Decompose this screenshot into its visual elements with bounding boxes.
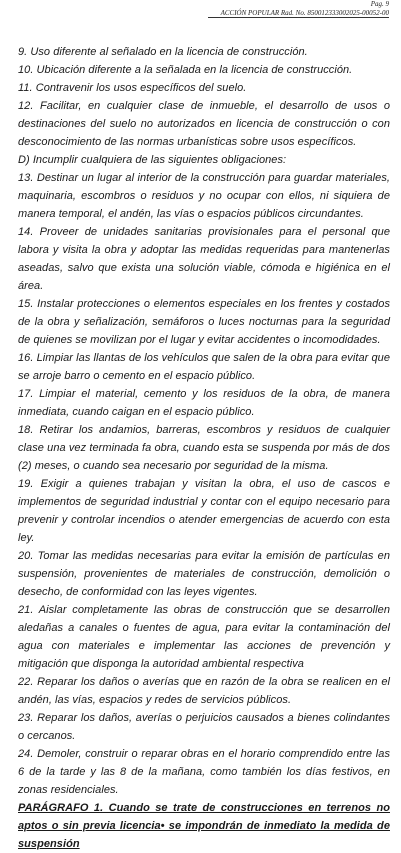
item-23: 23. Reparar los daños, averías o perjuicios causados a bienes colindantes o cercanos.	[18, 712, 390, 742]
item-21: 21. Aislar completamente las obras de construcción que se desarrollen aledañas a canales o fuentes de agua, para evitar la contaminación del agua con materiales e implementar las acciones de prevención y mitigación que disponga la autoridad ambiental respectiva	[18, 604, 390, 670]
item-13: 13. Destinar un lugar al interior de la construcción para guardar materiales, maquinaria, escombros o residuos y no ocupar con ellos, ni siquiera de manera temporal, el andén, las vías o espacios públicos circundantes.	[18, 172, 390, 220]
item-14: 14. Proveer de unidades sanitarias provisionales para el personal que labora y visita la obra y adoptar las medidas requeridas para mantenerlas aseadas, salvo que exista una solución viable, cómoda e higiénica en el área.	[18, 226, 390, 292]
item-12: 12. Facilitar, en cualquier clase de inmueble, el desarrollo de usos o destinaciones del suelo no autorizados en licencia de construcción o con desconocimiento de las normas urbanísticas sobre usos específicos.	[18, 100, 390, 148]
item-19: 19. Exigir a quienes trabajan y visitan la obra, el uso de cascos e implementos de seguridad industrial y contar con el equipo necesario para prevenir y controlar incendios o atender emergencias de acuerdo con esta ley.	[18, 478, 390, 544]
item-15: 15. Instalar protecciones o elementos especiales en los frentes y costados de la obra y señalización, semáforos o luces nocturnas para la seguridad de quienes se movilizan por el lugar y evitar accidentes o incomodidades.	[18, 298, 390, 346]
item-18: 18. Retirar los andamios, barreras, escombros y residuos de cualquier clase una vez terminada fa obra, cuando esta se suspenda por más de dos (2) meses, o cuando sea necesario por seguridad de la misma.	[18, 424, 390, 472]
section-d-heading: D) Incumplir cualquiera de las siguientes obligaciones:	[18, 154, 287, 166]
item-16: 16. Limpiar las llantas de los vehículos que salen de la obra para evitar que se arroje barro o cemento en el espacio público.	[18, 352, 390, 382]
item-17: 17. Limpiar el material, cemento y los residuos de la obra, de manera inmediata, cuando caigan en el espacio público.	[18, 388, 390, 418]
item-22: 22. Reparar los daños o averías que en razón de la obra se realicen en el andén, las vías, espacios y redes de servicios públicos.	[18, 676, 390, 706]
page-header	[221, 0, 389, 18]
item-10: 10. Ubicación diferente a la señalada en la licencia de construcción.	[18, 64, 353, 76]
page-number: Pag. 9	[370, 0, 389, 8]
item-24: 24. Demoler, construir o reparar obras en el horario comprendido entre las 6 de la tarde y las 8 de la mañana, como también los días festivos, en zonas residenciales.	[18, 748, 390, 796]
document-body	[18, 43, 390, 853]
header-divider	[208, 17, 389, 18]
item-11: 11. Contravenir los usos específicos del suelo.	[18, 82, 247, 94]
case-reference: ACCIÓN POPULAR Rad. No. 85001233300202​5-00052-00	[220, 9, 389, 17]
paragrafo-1-text: PARÁGRAFO 1. Cuando se trate de construcciones en terrenos no aptos o sin previa licencia• se impondrán de inmediato la medida de suspensión	[18, 802, 390, 850]
item-9: 9. Uso diferente al señalado en la licencia de construcción.	[18, 46, 308, 58]
paragrafo-1	[18, 799, 390, 853]
item-20: 20. Tomar las medidas necesarias para evitar la emisión de partículas en suspensión, provenientes de materiales de construcción, demolición o desecho, de conformidad con las leyes vigentes.	[18, 550, 390, 598]
